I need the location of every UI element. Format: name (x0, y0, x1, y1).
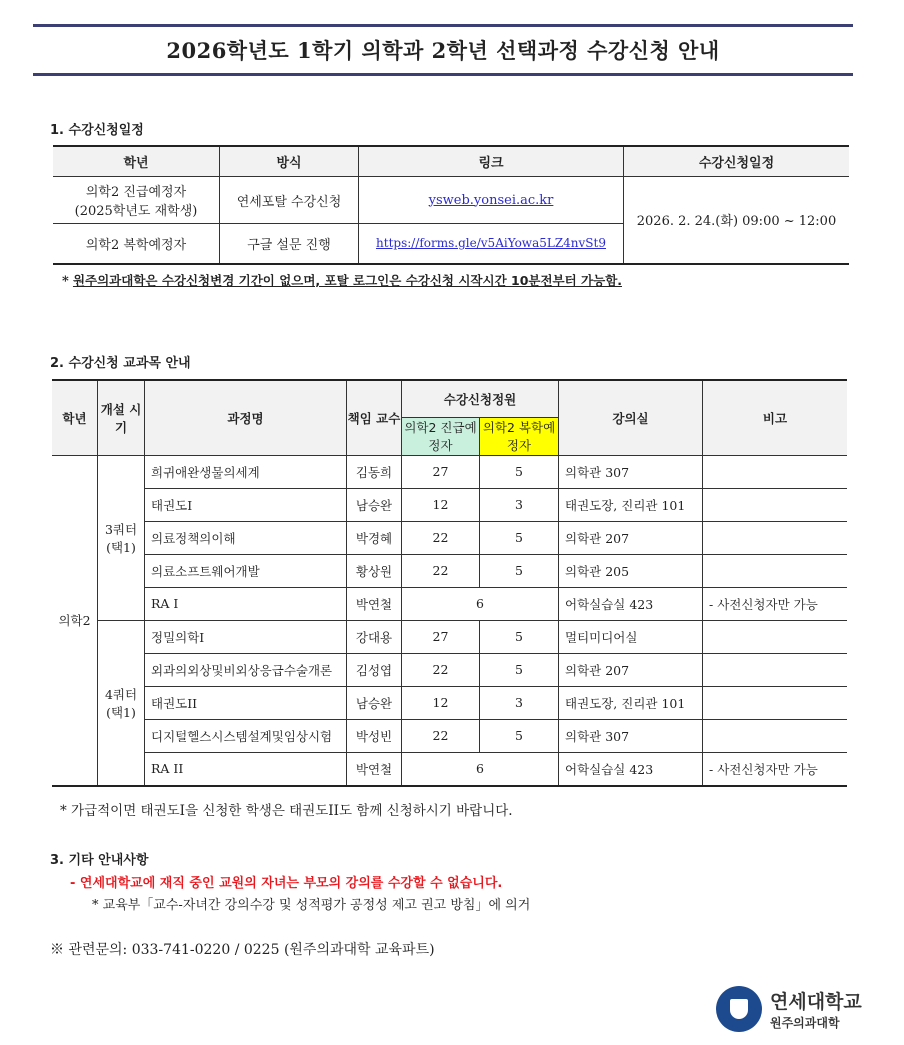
policy-basis: * 교육부「교수-자녀간 강의수강 및 성적평가 공정성 제고 권고 방침」에 의거 (92, 898, 531, 913)
col-grade: 학년 (53, 146, 220, 177)
capacity-return: 5 (480, 620, 559, 653)
professor: 남승완 (347, 488, 402, 521)
course-name: 태권도II (145, 686, 347, 719)
col-capacity-promote: 의학2 진급예정자 (402, 417, 480, 455)
capacity-promote: 12 (402, 488, 480, 521)
col-course: 과정명 (145, 380, 347, 455)
capacity-return: 5 (480, 455, 559, 488)
schedule-cell: 2026. 2. 24.(화) 09:00 ~ 12:00 (624, 177, 850, 264)
room: 의학관 207 (559, 653, 703, 686)
col-capacity-return: 의학2 복학예정자 (480, 417, 559, 455)
grade-cell: 의학2 (52, 455, 98, 786)
course-name: 희귀애완생물의세계 (145, 455, 347, 488)
room: 태권도장, 진리관 101 (559, 488, 703, 521)
table-row (52, 488, 847, 521)
remark (703, 653, 848, 686)
capacity-return: 5 (480, 554, 559, 587)
col-method: 방식 (220, 146, 359, 177)
course-name: 외과의외상및비외상응급수술개론 (145, 653, 347, 686)
note-star: * (62, 274, 69, 289)
course-name: 의료소프트웨어개발 (145, 554, 347, 587)
remark (703, 620, 848, 653)
room: 멀티미디어실 (559, 620, 703, 653)
remark: - 사전신청자만 가능 (703, 752, 848, 786)
schedule-table (53, 145, 849, 265)
table-row (52, 719, 847, 752)
seal-icon (716, 986, 762, 1032)
section1-heading: 1. 수강신청일정 (50, 123, 144, 138)
col-period: 개설 시기 (98, 380, 145, 455)
table-row (52, 455, 847, 488)
remark (703, 719, 848, 752)
room: 의학관 307 (559, 719, 703, 752)
col-remark: 비고 (703, 380, 848, 455)
remark (703, 554, 848, 587)
google-form-link[interactable]: https://forms.gle/v5AiYowa5LZ4nvSt9 (376, 236, 606, 251)
grade-sub-text: (2025학년도 재학생) (74, 204, 198, 219)
capacity-return: 5 (480, 719, 559, 752)
course-name: RA I (145, 587, 347, 620)
note-text: 원주의과대학은 수강신청변경 기간이 없으며, 포탈 로그인은 수강신청 시작시간 10분전부터 가능함. (72, 273, 623, 288)
professor: 남승완 (347, 686, 402, 719)
room: 태권도장, 진리관 101 (559, 686, 703, 719)
course-table (52, 379, 847, 787)
professor: 강대용 (347, 620, 402, 653)
professor: 박성빈 (347, 719, 402, 752)
logo-sub: 원주의과대학 (770, 1016, 840, 1030)
course-name: 디지털헬스시스템설계및임상시험 (145, 719, 347, 752)
capacity-promote: 22 (402, 719, 480, 752)
capacity-combined: 6 (402, 587, 559, 620)
room: 의학관 207 (559, 521, 703, 554)
table-row (52, 686, 847, 719)
remark (703, 455, 848, 488)
section2-heading: 2. 수강신청 교과목 안내 (50, 356, 191, 371)
table-header-row (53, 146, 849, 177)
title-bar (33, 24, 853, 76)
capacity-promote: 22 (402, 521, 480, 554)
professor: 박연철 (347, 587, 402, 620)
room: 어학실습실 423 (559, 752, 703, 786)
professor: 김동희 (347, 455, 402, 488)
grade-cell (53, 177, 220, 224)
method-cell: 연세포탈 수강신청 (220, 177, 359, 224)
professor: 황상원 (347, 554, 402, 587)
capacity-promote: 27 (402, 455, 480, 488)
schedule-note (62, 271, 622, 289)
table-header-row (52, 380, 847, 417)
university-logo (716, 986, 862, 1032)
section3-heading: 3. 기타 안내사항 (50, 853, 149, 868)
room: 의학관 205 (559, 554, 703, 587)
course-name: RA II (145, 752, 347, 786)
capacity-return: 3 (480, 686, 559, 719)
taekwondo-note: * 가급적이면 태권도I을 신청한 학생은 태권도II도 함께 신청하시기 바랍니다. (60, 803, 513, 819)
room: 의학관 307 (559, 455, 703, 488)
capacity-combined: 6 (402, 752, 559, 786)
period-cell: 4쿼터 (택1) (98, 620, 145, 786)
col-schedule: 수강신청일정 (624, 146, 850, 177)
portal-link[interactable]: ysweb.yonsei.ac.kr (428, 192, 554, 208)
logo-name: 연세대학교 (770, 991, 862, 1013)
period-cell: 3쿼터 (택1) (98, 455, 145, 620)
col-grade: 학년 (52, 380, 98, 455)
table-row (52, 620, 847, 653)
room: 어학실습실 423 (559, 587, 703, 620)
table-row (52, 752, 847, 786)
faculty-children-warning: - 연세대학교에 재직 중인 교원의 자녀는 부모의 강의를 수강할 수 없습니다. (70, 876, 503, 891)
professor: 박연철 (347, 752, 402, 786)
capacity-promote: 22 (402, 554, 480, 587)
method-cell: 구글 설문 진행 (220, 224, 359, 264)
remark: - 사전신청자만 가능 (703, 587, 848, 620)
professor: 김성엽 (347, 653, 402, 686)
col-link: 링크 (359, 146, 624, 177)
contact-info: ※ 관련문의: 033-741-0220 / 0225 (원주의과대학 교육파트) (50, 942, 435, 958)
grade-cell: 의학2 복학예정자 (53, 224, 220, 264)
course-name: 태권도I (145, 488, 347, 521)
remark (703, 521, 848, 554)
capacity-promote: 22 (402, 653, 480, 686)
table-row (52, 521, 847, 554)
capacity-return: 3 (480, 488, 559, 521)
course-name: 정밀의학I (145, 620, 347, 653)
link-cell (359, 177, 624, 224)
col-room: 강의실 (559, 380, 703, 455)
col-capacity: 수강신청정원 (402, 380, 559, 417)
table-row (53, 177, 849, 224)
table-row (52, 554, 847, 587)
col-professor: 책임 교수 (347, 380, 402, 455)
course-name: 의료정책의이해 (145, 521, 347, 554)
capacity-return: 5 (480, 653, 559, 686)
link-cell (359, 224, 624, 264)
page-title: 2026학년도 1학기 의학과 2학년 선택과정 수강신청 안내 (166, 38, 720, 63)
grade-text: 의학2 진급예정자 (85, 185, 187, 200)
table-row (52, 587, 847, 620)
capacity-promote: 12 (402, 686, 480, 719)
remark (703, 686, 848, 719)
table-row (52, 653, 847, 686)
remark (703, 488, 848, 521)
capacity-return: 5 (480, 521, 559, 554)
professor: 박경혜 (347, 521, 402, 554)
capacity-promote: 27 (402, 620, 480, 653)
